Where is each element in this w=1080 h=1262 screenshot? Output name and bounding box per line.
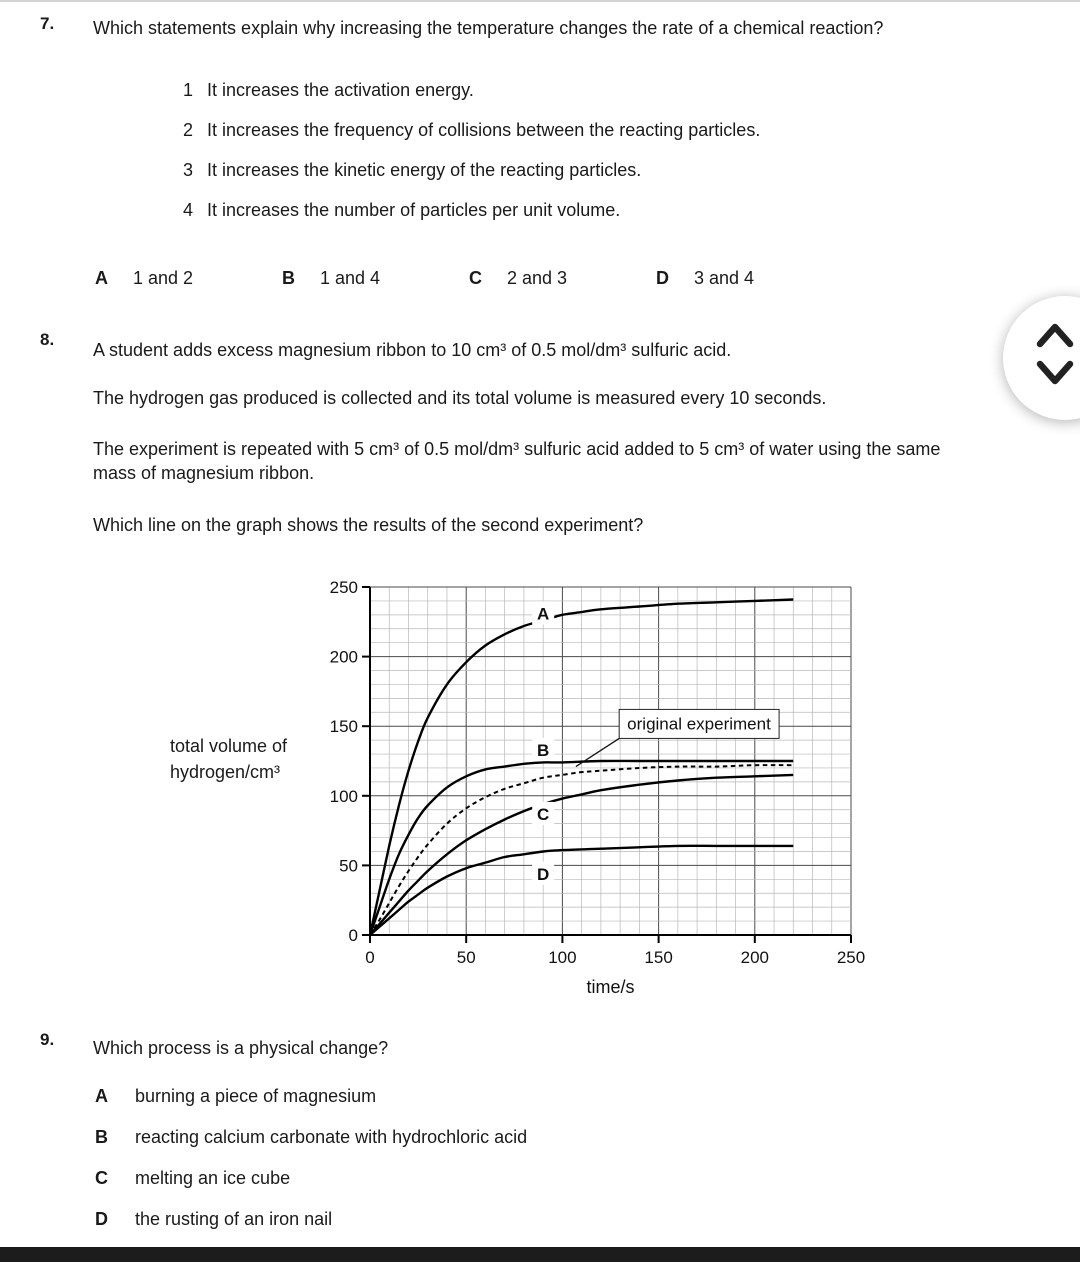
q7-option-b [282,268,469,289]
svg-text:C: C [537,804,550,824]
svg-text:200: 200 [329,647,358,667]
chevron-up-icon [1034,320,1076,350]
q7-statement-1 [183,80,474,101]
statement-text: It increases the frequency of collisions between the reacting particles. [207,120,761,140]
svg-text:100: 100 [548,948,577,967]
option-text: burning a piece of magnesium [135,1086,377,1106]
option-letter: C [469,268,482,288]
statement-number: 4 [183,200,194,220]
q8-number: 8. [40,330,55,349]
svg-text:200: 200 [740,948,769,967]
q8-paragraph-3: The experiment is repeated with 5 cm³ of 0.5 mol/dm³ sulfuric acid added to 5 cm³ of water using the same mass of magnesium ribbon. [93,439,941,483]
option-text: 1 and 2 [133,268,194,288]
svg-text:B: B [537,740,550,760]
q7-number: 7. [40,14,55,33]
option-letter: D [95,1209,108,1229]
svg-text:A: A [537,604,550,624]
rates-graph [325,573,875,998]
q9-question: Which process is a physical change? [93,1038,389,1058]
q7-option-d [656,268,843,289]
q9-option-d [95,1209,332,1230]
q8-paragraph-4: Which line on the graph shows the results of the second experiment? [93,515,644,535]
option-letter: B [282,268,295,288]
option-text: 2 and 3 [507,268,568,288]
svg-text:50: 50 [339,856,358,876]
option-text: reacting calcium carbonate with hydrochloric acid [135,1127,528,1147]
option-letter: A [95,268,108,288]
q7-options [95,268,843,289]
q9-option-a [95,1086,376,1107]
q7-statement-3 [183,160,641,181]
svg-text:150: 150 [329,717,358,737]
option-text: the rusting of an iron nail [135,1209,333,1229]
svg-text:time/s: time/s [586,977,635,997]
y-axis-label-line1: total volume of [170,736,288,756]
svg-text:250: 250 [329,578,358,597]
scroll-down-button[interactable] [1034,358,1076,388]
svg-text:100: 100 [329,786,358,806]
q9-option-c [95,1168,290,1189]
q7-statement-2 [183,120,760,141]
svg-text:0: 0 [348,926,358,945]
svg-text:250: 250 [836,948,866,967]
statement-text: It increases the activation energy. [207,80,474,100]
option-letter: A [95,1086,108,1106]
statement-number: 1 [183,80,194,100]
q7-option-c [469,268,656,289]
statement-text: It increases the number of particles per unit volume. [207,200,621,220]
statement-number: 2 [183,120,194,140]
option-text: 3 and 4 [694,268,755,288]
scroll-widget [1003,296,1080,420]
option-text: melting an ice cube [135,1168,291,1188]
svg-text:D: D [537,864,550,884]
option-text: 1 and 4 [320,268,381,288]
y-axis-label-line2: hydrogen/cm³ [170,762,281,782]
statement-text: It increases the kinetic energy of the reacting particles. [207,160,642,180]
svg-text:150: 150 [644,948,673,967]
svg-text:0: 0 [365,948,375,967]
top-border [0,0,1080,2]
bottom-bar [0,1247,1080,1262]
q7-option-a [95,268,282,289]
svg-text:original experiment: original experiment [627,714,771,734]
q9-option-b [95,1127,527,1148]
svg-text:50: 50 [456,948,476,967]
option-letter: D [656,268,669,288]
y-axis-label [170,733,287,785]
q9-number: 9. [40,1030,55,1049]
q8-paragraph-2: The hydrogen gas produced is collected and its total volume is measured every 10 seconds. [93,388,827,408]
chevron-down-icon [1034,358,1076,388]
option-letter: B [95,1127,108,1147]
statement-number: 3 [183,160,194,180]
q7-question: Which statements explain why increasing the temperature changes the rate of a chemical reaction? [93,18,884,38]
q8-paragraph-1: A student adds excess magnesium ribbon to 10 cm³ of 0.5 mol/dm³ sulfuric acid. [93,340,732,360]
scroll-up-button[interactable] [1034,320,1076,350]
q7-statement-4 [183,200,620,221]
option-letter: C [95,1168,108,1188]
